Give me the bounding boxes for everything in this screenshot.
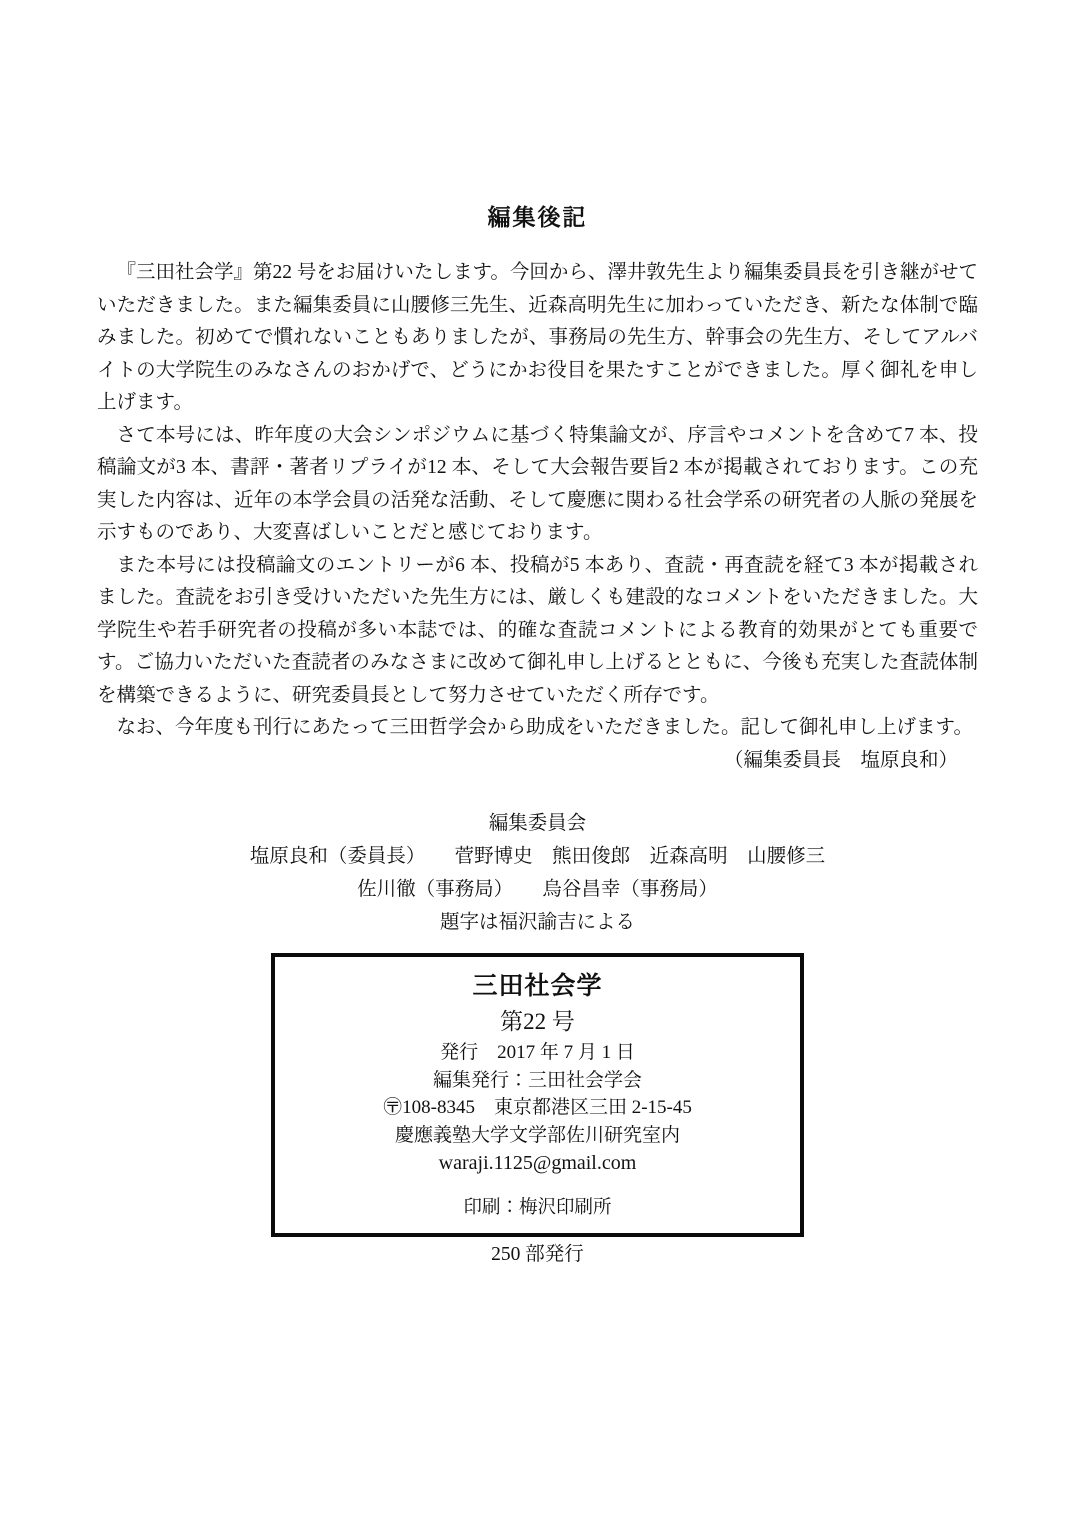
page-title: 編集後記 — [487, 204, 588, 230]
colophon-box — [271, 953, 804, 1237]
editorial-committee — [0, 807, 1075, 906]
paragraph-3: また本号には投稿論文のエントリーが6 本、投稿が5 本あり、査読・再査読を経て3 本が掲載されました。査読をお引き受けいただいた先生方には、厳しくも建設的なコメントをいただきました。大学院生や若手研究者の投稿が多い本誌では、的確な査読コメントによる教育的効果がとても重要です。ご協力いただいた査読者のみなさまに改めて御礼申し上げるとともに、今後も充実した査読体制を構築できるように、研究委員長として努力させていただく所存です。 — [97, 554, 978, 706]
committee-members-line-2: 佐川徹（事務局） 烏谷昌幸（事務局） — [357, 879, 718, 900]
body-text — [97, 257, 978, 745]
address-line: 〶108-8345 東京都港区三田 2-15-45 — [383, 1097, 692, 1118]
print-run: 250 部発行 — [491, 1244, 584, 1265]
calligraphy-note: 題字は福沢諭吉による — [439, 912, 635, 933]
email-line: waraji.1125@gmail.com — [438, 1152, 637, 1174]
paragraph-1: 『三田社会学』第22 号をお届けいたします。今回から、澤井敦先生より編集委員長を引き継がせていただきました。また編集委員に山腰修三先生、近森高明先生に加わっていただき、新たな体制で臨みました。初めてで慣れないこともありましたが、事務局の先生方、幹事会の先生方、そしてアルバイトの大学院生のみなさんのおかげで、どうにかお役目を果たすことができました。厚く御礼を申し上げます。 — [97, 262, 978, 413]
publication-date-line: 発行 2017 年 7 月 1 日 — [440, 1042, 635, 1063]
publisher-line: 編集発行：三田社会学会 — [432, 1069, 642, 1091]
issue-number: 第22 号 — [500, 1009, 575, 1034]
committee-members-line-1: 塩原良和（委員長） 菅野博史 熊田俊郎 近森高明 山腰修三 — [249, 846, 826, 867]
committee-heading: 編集委員会 — [488, 813, 587, 834]
office-line: 慶應義塾大学文学部佐川研究室内 — [394, 1124, 680, 1146]
journal-title: 三田社会学 — [472, 972, 603, 1000]
paragraph-4: なお、今年度も刊行にあたって三田哲学会から助成をいただきました。記して御礼申し上げます。 — [116, 717, 973, 738]
paragraph-2: さて本号には、昨年度の大会シンポジウムに基づく特集論文が、序言やコメントを含めて7 本、投稿論文が3 本、書評・著者リプライが12 本、そして大会報告要旨2 本が掲載されております。この充実した内容は、近年の本学会員の活発な活動、そして慶應に関わる社会学系の研究者の人脈の発展を示すものであり、大変喜ばしいことだと感じております。 — [97, 424, 978, 543]
editor-signature: （編集委員長 塩原良和） — [723, 749, 958, 771]
printer-line: 印刷：梅沢印刷所 — [463, 1198, 612, 1218]
